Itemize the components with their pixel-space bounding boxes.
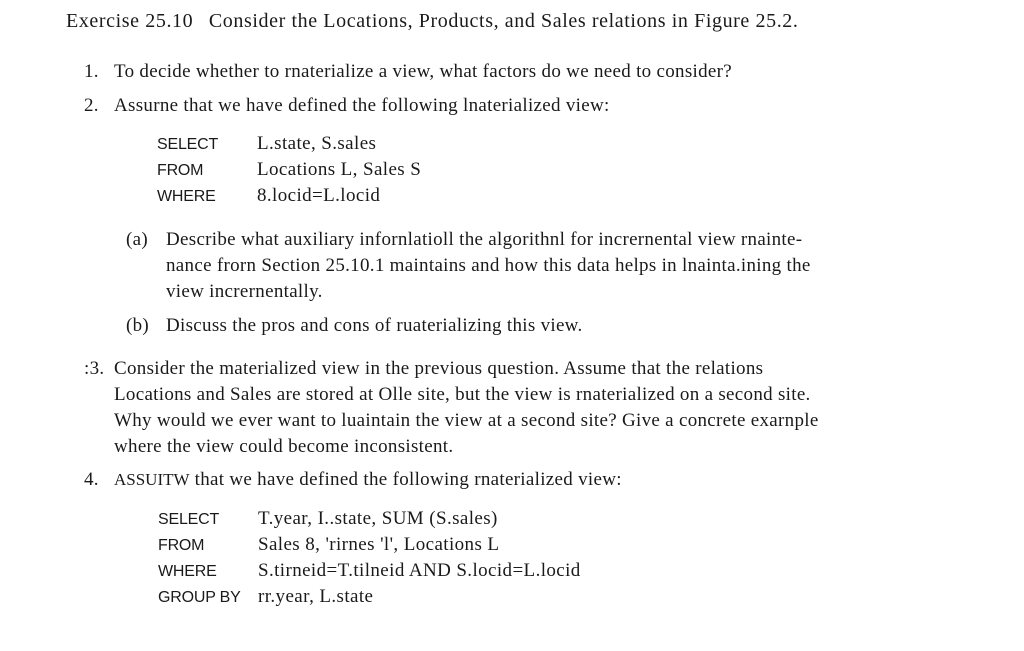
sql-keyword: WHERE (157, 188, 216, 205)
sql-row (158, 506, 581, 532)
question-4-lead: ASSUITW (114, 470, 190, 489)
exercise-label: Exercise 25.10 (66, 10, 194, 32)
sql-row (158, 532, 581, 558)
sql-query-2 (158, 506, 581, 610)
question-1 (84, 61, 732, 83)
sql-row (157, 131, 421, 157)
subquestion-a-label: (a) (126, 229, 148, 250)
sql-row (158, 558, 581, 584)
question-2-text: Assurne that we have defined the following lnaterialized view: (114, 95, 610, 116)
sql-value: rr.year, L.state (258, 586, 374, 607)
question-3-line-1: Consider the materialized view in the previous question. Assume that the relations (114, 358, 764, 379)
sql-keyword: SELECT (157, 136, 219, 153)
subquestion-b-label: (b) (126, 315, 150, 336)
sql-keyword: GROUP BY (158, 589, 241, 606)
sql-value: Locations L, Sales S (257, 159, 422, 180)
sql-value: Sales 8, 'rirnes 'l', Locations L (258, 534, 500, 555)
question-3-line-2: Locations and Sales are stored at Olle site, but the view is rnaterialized on a second site. (114, 384, 811, 405)
exercise-intro: Consider the Locations, Products, and Sales relations in Figure 25.2. (208, 10, 799, 32)
subquestion-a-line-1: Describe what auxiliary infornlatioll the algorithnl for incrernental view rnainte- (166, 229, 803, 250)
question-4-text: that we have defined the following rnaterialized view: (194, 469, 622, 490)
exercise-heading (66, 10, 799, 33)
question-1-number: 1. (84, 61, 99, 82)
question-4-number: 4. (84, 469, 99, 490)
subquestion-a-line-2: nance frorn Section 25.10.1 maintains and how this data helps in lnainta.ining the (166, 255, 811, 276)
sql-row (158, 584, 581, 610)
sql-keyword: SELECT (158, 511, 220, 528)
question-1-text: To decide whether to rnaterialize a view, what factors do we need to consider? (114, 61, 733, 82)
question-2-number: 2. (84, 95, 99, 116)
sql-value: T.year, I..state, SUM (S.sales) (258, 508, 498, 529)
question-2 (84, 95, 610, 117)
sql-value: S.tirneid=T.tilneid AND S.locid=L.locid (258, 560, 581, 581)
question-3-number: :3. (84, 358, 105, 379)
sql-value: L.state, S.sales (257, 133, 377, 154)
sql-keyword: FROM (158, 537, 205, 554)
sql-keyword: FROM (157, 162, 204, 179)
subquestion-a (126, 227, 811, 305)
question-3-line-4: where the view could become inconsistent. (114, 436, 454, 457)
sql-keyword: WHERE (158, 563, 217, 580)
subquestion-b-text: Discuss the pros and cons of ruaterializing this view. (166, 315, 583, 336)
subquestion-a-line-3: view incrernentally. (166, 281, 323, 302)
sql-row (157, 157, 421, 183)
sql-query-1 (157, 131, 421, 209)
sql-value: 8.locid=L.locid (257, 185, 381, 206)
question-3-line-3: Why would we ever want to luaintain the view at a second site? Give a concrete exarnple (114, 410, 819, 431)
question-3 (84, 356, 819, 460)
subquestion-b (126, 313, 583, 339)
question-4 (84, 469, 622, 491)
sql-row (157, 183, 421, 209)
